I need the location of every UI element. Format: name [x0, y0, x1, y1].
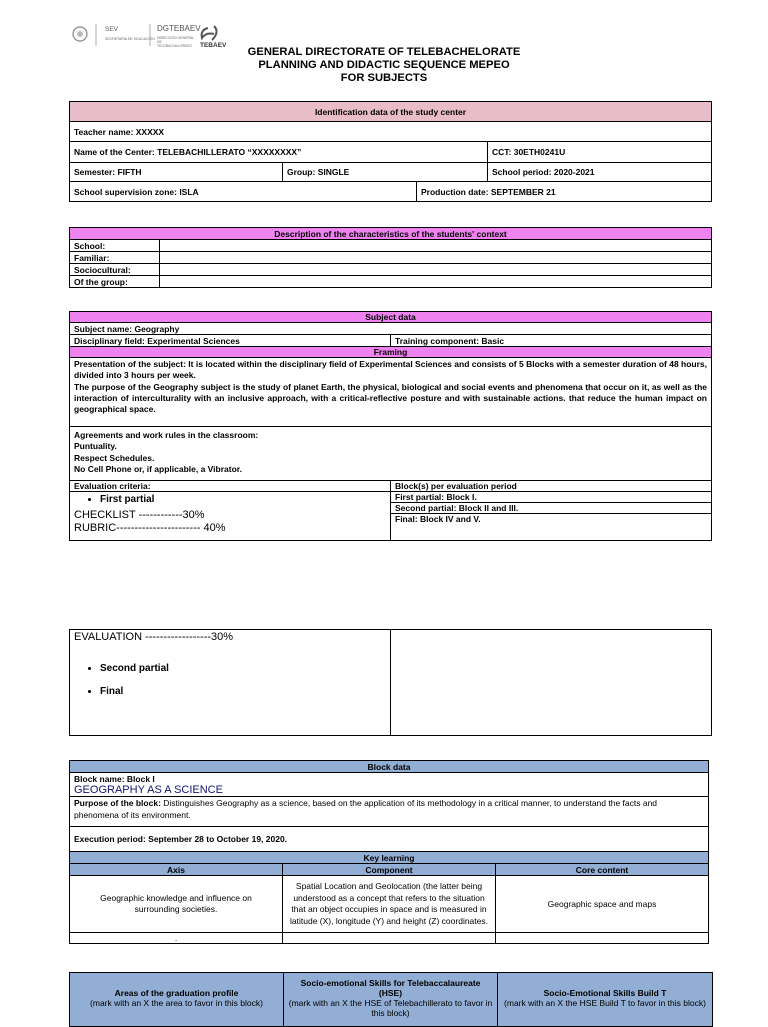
- supervision-zone: School supervision zone: ISLA: [70, 182, 417, 202]
- context-row-value: [160, 240, 712, 252]
- classroom-rules: [70, 427, 712, 481]
- graduation-profile-header: [70, 973, 284, 1027]
- hse-build-t-header: [498, 973, 713, 1027]
- group: Group: SINGLE: [283, 163, 488, 182]
- hse-build-t-title: Socio-Emotional Skills Build T: [543, 988, 667, 998]
- context-row-label: Sociocultural:: [70, 264, 160, 276]
- context-row-label: Familiar:: [70, 252, 160, 264]
- hse-title: Socio-emotional Skills for Telebaccalaureate (HSE): [300, 978, 481, 998]
- axis-column-header: Axis: [70, 864, 283, 876]
- checklist-weight: CHECKLIST ------------30%: [74, 509, 205, 521]
- framing-text: [70, 358, 712, 427]
- hse-header: [284, 973, 498, 1027]
- axis-cell: Geographic knowledge and influence on surrounding societies.: [70, 876, 283, 933]
- evaluation-table: [69, 629, 712, 736]
- title-line: PLANNING AND DIDACTIC SEQUENCE MEPEO: [258, 59, 510, 71]
- identification-heading: Identification data of the study center: [70, 102, 712, 122]
- logo-dgt-text: DGTEBAEV: [157, 24, 201, 33]
- training-component: Training component: Basic: [391, 335, 712, 347]
- title-line: FOR SUBJECTS: [340, 72, 428, 84]
- final-item: • Final: [100, 686, 386, 697]
- title-line: GENERAL DIRECTORATE OF TELEBACHELORATE: [247, 46, 521, 58]
- context-row-label: Of the group:: [70, 276, 160, 288]
- blocks-per-period-heading: Block(s) per evaluation period: [391, 481, 712, 492]
- block-data-heading: Block data: [70, 761, 709, 773]
- blocks-per-period-cell: [391, 492, 712, 541]
- logo-dgt-subtext: DIRECCIÓN GENERAL DE TELEBACHILLERATO: [157, 36, 195, 48]
- first-partial-item: • First partial: [100, 494, 386, 505]
- block-second: Second partial: Block II and III.: [391, 503, 711, 514]
- context-table: [69, 227, 712, 288]
- logo-tebaev-text: TEBAEV: [200, 42, 227, 49]
- context-row-value: [160, 264, 712, 276]
- rule-item: Respect Schedules.: [74, 452, 155, 463]
- hse-build-t-note: (mark with an X the HSE Build T to favor in this block): [504, 998, 706, 1008]
- purpose-text: The purpose of the Geography subject is the study of planet Earth, the physical, biological and social events and phenomena that occur on it, as well as the interaction of interculturality with an inclusive approach, with a critical-reflective posture and with sustainable actions. that reduce the human impact on geographical space.: [74, 381, 708, 415]
- hse-note: (mark with an X the HSE of Telebachillerato to favor in this block): [288, 998, 493, 1018]
- block-name-cell: [70, 773, 709, 797]
- center-name: Name of the Center: TELEBACHILLERATO “XXXXXXXX”: [70, 142, 488, 163]
- tebaev-swirl-icon: [202, 28, 214, 38]
- context-row-value: [160, 276, 712, 288]
- empty-mark-cell: .: [70, 933, 283, 944]
- subject-heading: Subject data: [70, 312, 712, 323]
- context-heading: Description of the characteristics of the students' context: [70, 228, 712, 240]
- context-row-label: School:: [70, 240, 160, 252]
- block-final: Final: Block IV and V.: [395, 514, 481, 524]
- document-title: [0, 46, 768, 85]
- rubric-weight: RUBRIC----------------------- 40%: [74, 522, 226, 534]
- block-purpose: [70, 797, 709, 827]
- school-period: School period: 2020-2021: [488, 163, 712, 182]
- teacher-name: Teacher name: XXXXX: [70, 122, 712, 142]
- evaluation-criteria-cell: [70, 492, 391, 541]
- block-name: Block name: Block I: [74, 773, 155, 784]
- skills-table: [69, 972, 713, 1027]
- core-column-header: Core content: [496, 864, 709, 876]
- disciplinary-field: Disciplinary field: Experimental Sciences: [70, 335, 391, 347]
- evaluation-weight: EVALUATION ------------------30%: [74, 631, 234, 643]
- graduation-profile-title: Areas of the graduation profile: [114, 988, 239, 998]
- empty-cell: [283, 933, 496, 944]
- block-data-table: [69, 760, 709, 944]
- production-date: Production date: SEPTEMBER 21: [417, 182, 712, 202]
- component-column-header: Component: [283, 864, 496, 876]
- evaluation-criteria-label: Evaluation criteria:: [70, 481, 391, 492]
- cct-code: CCT: 30ETH0241U: [488, 142, 712, 163]
- graduation-profile-note: (mark with an X the area to favor in this block): [90, 998, 263, 1008]
- second-partial-item: • Second partial: [100, 663, 386, 674]
- context-row-value: [160, 252, 712, 264]
- evaluation-empty-cell: [391, 630, 712, 736]
- rule-item: Puntuality.: [74, 441, 117, 452]
- subject-table: [69, 311, 712, 541]
- semester: Semester: FIFTH: [70, 163, 283, 182]
- subject-name: Subject name: Geography: [70, 323, 712, 335]
- rules-heading: Agreements and work rules in the classroom:: [74, 430, 259, 441]
- core-content-cell: Geographic space and maps: [496, 876, 709, 933]
- framing-heading: Framing: [70, 347, 712, 358]
- key-learning-heading: Key learning: [70, 852, 709, 864]
- block-first: First partial: Block I.: [391, 492, 711, 503]
- execution-period: Execution period: September 28 to October 19, 2020.: [70, 827, 709, 852]
- logo-sev-text: SEV: [105, 26, 119, 33]
- logo-sev-subtext: SECRETARÍA DE EDUCACIÓN: [105, 37, 155, 41]
- rule-item: No Cell Phone or, if applicable, a Vibrator.: [74, 463, 242, 474]
- identification-table: [69, 101, 712, 202]
- empty-cell: [496, 933, 709, 944]
- presentation-text: Presentation of the subject: It is located within the disciplinary field of Experimental Sciences and consists of 5 Blocks with a semester duration of 48 hours, divided into 3 hours per week.: [74, 359, 708, 381]
- evaluation-cell: [70, 630, 391, 736]
- block-purpose-label: Purpose of the block:: [74, 798, 161, 808]
- block-purpose-text: Distinguishes Geography as a science, based on the application of its methodology in a critical manner, to understand the facts and phenomena of its environment.: [74, 798, 658, 820]
- block-title: GEOGRAPHY AS A SCIENCE: [74, 783, 223, 796]
- component-cell: Spatial Location and Geolocation (the latter being understood as a concept that refers to the situation that an object occupies in space and is measured in latitude (X), longitude (Y) and height (Z) coordinates.: [283, 876, 496, 933]
